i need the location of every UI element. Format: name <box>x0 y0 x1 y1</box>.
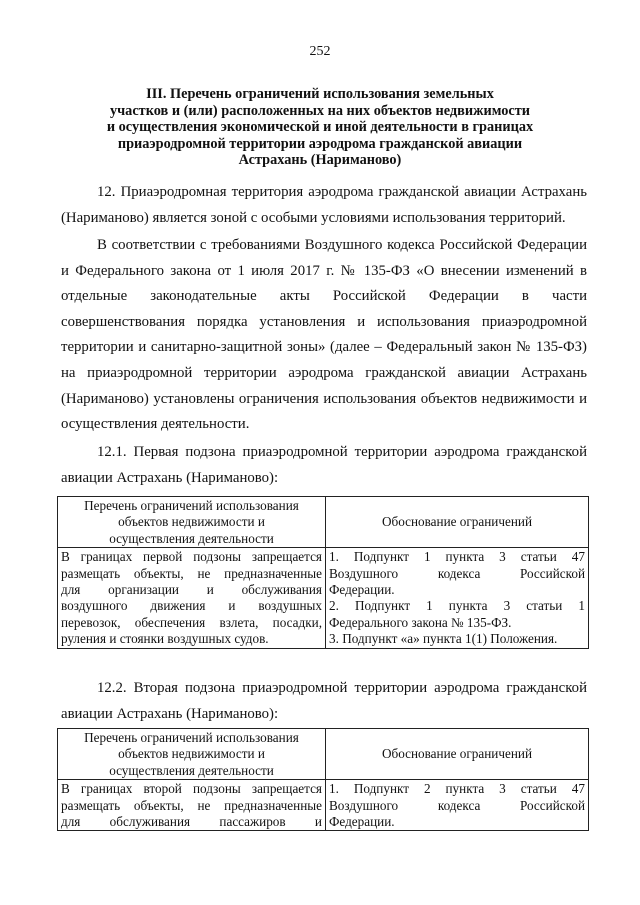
text-line: авиации Астрахань (Нариманово): <box>61 469 279 486</box>
paragraph-12-2 <box>61 676 587 727</box>
text-line: (Нариманово) установлены ограничения использования объектов недвижимости и <box>61 390 587 407</box>
paragraph-12-1 <box>61 440 587 491</box>
text-line: и Федерального закона от 1 июля 2017 г. № 135-ФЗ «О внесении изменений в <box>61 262 587 279</box>
text-line: 12.1. Первая подзона приаэродромной территории аэродрома гражданской <box>97 444 587 460</box>
heading-line: приаэродромной территории аэродрома гражданской авиации <box>117 135 523 152</box>
table-header-row <box>58 497 589 548</box>
heading-line: Астрахань (Нариманово) <box>238 152 402 168</box>
table-header-justification: Обоснование ограничений <box>326 729 589 780</box>
heading-line: III. Перечень ограничений использования земельных <box>146 86 494 102</box>
text-line: осуществления деятельности. <box>61 416 250 433</box>
text-line: совершенствования порядка установления и использования приаэродромной <box>61 313 587 330</box>
section-heading <box>70 86 570 169</box>
second-subzone-table <box>57 728 589 831</box>
restrictions-cell: В границах первой подзоны запрещается размещать объекты, не предназначенные для организации и обслуживания воздушного движения и воздушных перевозок, обеспечения взлета, посадки, руления и стоянки воздушных судов. <box>58 548 326 648</box>
justification-cell: 1. Подпункт 1 пункта 3 статьи 47 Воздушного кодекса Российской Федерации. 2. Подпункт 1 пункта 3 статьи 1 Федерального закона № 135-ФЗ. 3. Подпункт «а» пункта 1(1) Положения. <box>326 548 589 648</box>
table-row <box>58 548 589 648</box>
text-line: отдельные законодательные акты Российской Федерации в части <box>61 288 587 305</box>
text-line: территории и санитарно-защитной зоны» (далее – Федеральный закон № 135-ФЗ) <box>61 339 587 356</box>
paragraph-legal-basis <box>61 233 587 438</box>
text-line: 12.2. Вторая подзона приаэродромной территории аэродрома гражданской <box>97 680 587 696</box>
table-row <box>58 780 589 831</box>
table-header-restrictions: Перечень ограничений использования объектов недвижимости и осуществления деятельности <box>58 729 326 780</box>
heading-line: и осуществления экономической и иной деятельности в границах <box>106 119 534 135</box>
justification-cell: 1. Подпункт 2 пункта 3 статьи 47 Воздушного кодекса Российской Федерации. <box>326 780 589 831</box>
table-header-justification: Обоснование ограничений <box>326 497 589 548</box>
table-header-restrictions: Перечень ограничений использования объектов недвижимости и осуществления деятельности <box>58 497 326 548</box>
text-line: (Нариманово) является зоной с особыми условиями использования территорий. <box>61 209 566 226</box>
heading-line: участков и (или) расположенных на них объектов недвижимости <box>109 102 531 119</box>
text-line: на приаэродромной территории аэродрома гражданской авиации Астрахань <box>61 364 587 381</box>
text-line: авиации Астрахань (Нариманово): <box>61 705 279 722</box>
first-subzone-table <box>57 496 589 649</box>
table-header-row <box>58 729 589 780</box>
page-number: 252 <box>309 44 331 59</box>
paragraph-12 <box>61 180 587 231</box>
restrictions-cell: В границах второй подзоны запрещается размещать объекты, не предназначенные для обслуживания пассажиров и <box>58 780 326 831</box>
text-line: 12. Приаэродромная территория аэродрома гражданской авиации Астрахань <box>97 184 587 200</box>
text-line: В соответствии с требованиями Воздушного кодекса Российской Федерации <box>97 237 587 253</box>
